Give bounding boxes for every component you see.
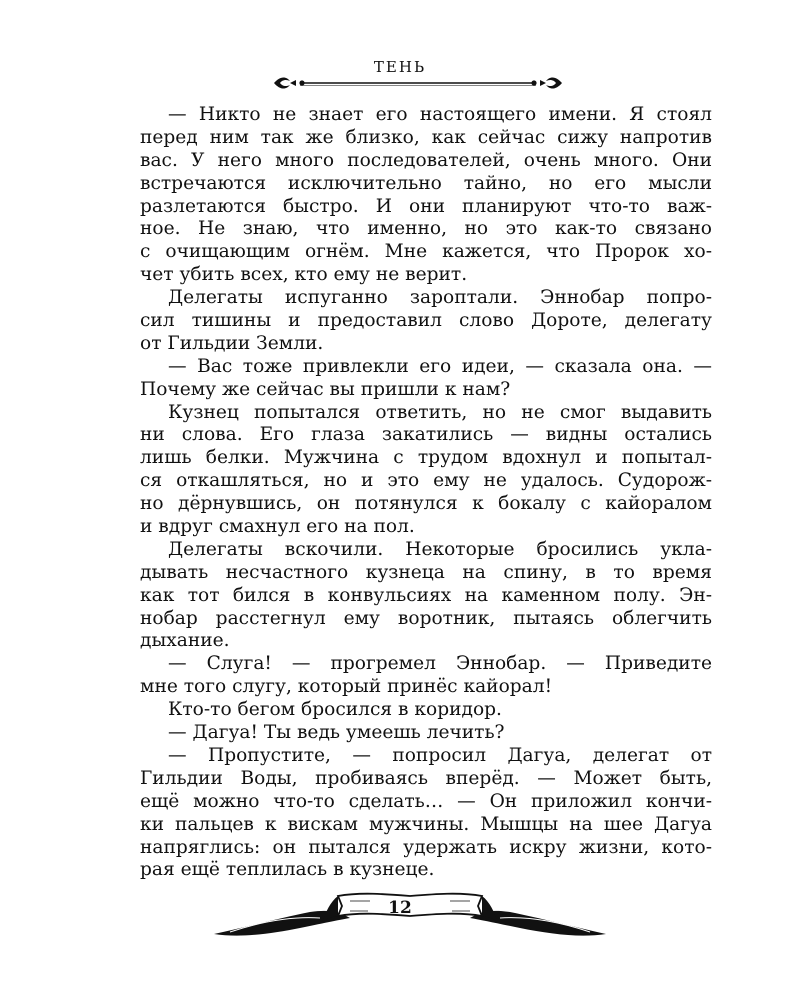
text-line: Делегаты испуганно зароптали. Эннобар попро-	[168, 287, 712, 309]
text-line: дывать несчастного кузнеца на спину, в то время	[140, 561, 712, 583]
text-line: напряглись: он пытался удержать искру жизни, кото-	[140, 836, 712, 858]
text-line: как тот бился в конвульсиях на каменном полу. Эн-	[140, 584, 712, 606]
text-line: — Слуга! — прогремел Эннобар. — Приведите	[168, 653, 712, 675]
text-line: лишь белки. Мужчина с трудом вдохнул и попытал-	[140, 447, 712, 469]
page-number: 12	[388, 898, 412, 918]
text-line: — Вас тоже привлекли его идеи, — сказала она. —	[168, 355, 712, 377]
text-line: ни слова. Его глаза закатились — видны остались	[140, 424, 712, 446]
text-line: Кто-то бегом бросился в коридор.	[168, 699, 502, 721]
text-line: дыхание.	[140, 630, 230, 652]
text-line: — Дагуа! Ты ведь умеешь лечить?	[168, 722, 505, 744]
text-line: встречаются исключительно тайно, но его мысли	[140, 172, 712, 194]
body-text	[140, 104, 712, 882]
text-line: Кузнец попытался ответить, но не смог выдавить	[168, 401, 712, 423]
text-line: — Никто не знает его настоящего имени. Я стоял	[168, 104, 712, 125]
text-line: и вдруг смахнул его на пол.	[140, 516, 415, 538]
text-line: ное. Не знаю, что именно, но это как-то связано	[140, 218, 712, 240]
text-line: нобар расстегнул ему воротник, пытаясь облегчить	[140, 607, 712, 629]
text-line: от Гильдии Земли.	[140, 332, 324, 354]
running-head-title: ТЕНЬ	[373, 58, 427, 76]
text-line: рая ещё теплилась в кузнеце.	[140, 859, 435, 881]
text-line: — Пропустите, — попросил Дагуа, делегат от	[168, 744, 712, 766]
text-line: сил тишины и предоставил слово Дороте, делегату	[140, 310, 712, 332]
text-line: ки пальцев к вискам мужчины. Мышцы на шее Дагуа	[140, 813, 712, 835]
text-line: разлетаются быстро. И они планируют что-то важ-	[140, 195, 712, 217]
text-line: мне того слугу, который принёс кайорал!	[140, 676, 553, 698]
text-line: Гильдии Воды, пробиваясь вперёд. — Может быть,	[140, 767, 712, 789]
text-line: вас. У него много последователей, очень много. Они	[140, 149, 712, 171]
text-line: ещё можно что-то сделать… — Он приложил кончи-	[140, 790, 712, 812]
text-line: но дёрнувшись, он потянулся к бокалу с кайоралом	[140, 493, 712, 515]
text-line: с очищающим огнём. Мне кажется, что Пророк хо-	[140, 241, 712, 263]
text-line: Почему же сейчас вы пришли к нам?	[140, 378, 511, 400]
header-ornament-rule	[272, 74, 564, 92]
text-line: Делегаты вскочили. Некоторые бросились укла-	[168, 538, 712, 560]
text-line: чет убить всех, кто ему не верит.	[140, 264, 468, 286]
text-line: перед ним так же близко, как сейчас сижу напротив	[140, 126, 712, 148]
text-line: ся откашляться, но и это ему не удалось. Судорож-	[140, 470, 712, 492]
